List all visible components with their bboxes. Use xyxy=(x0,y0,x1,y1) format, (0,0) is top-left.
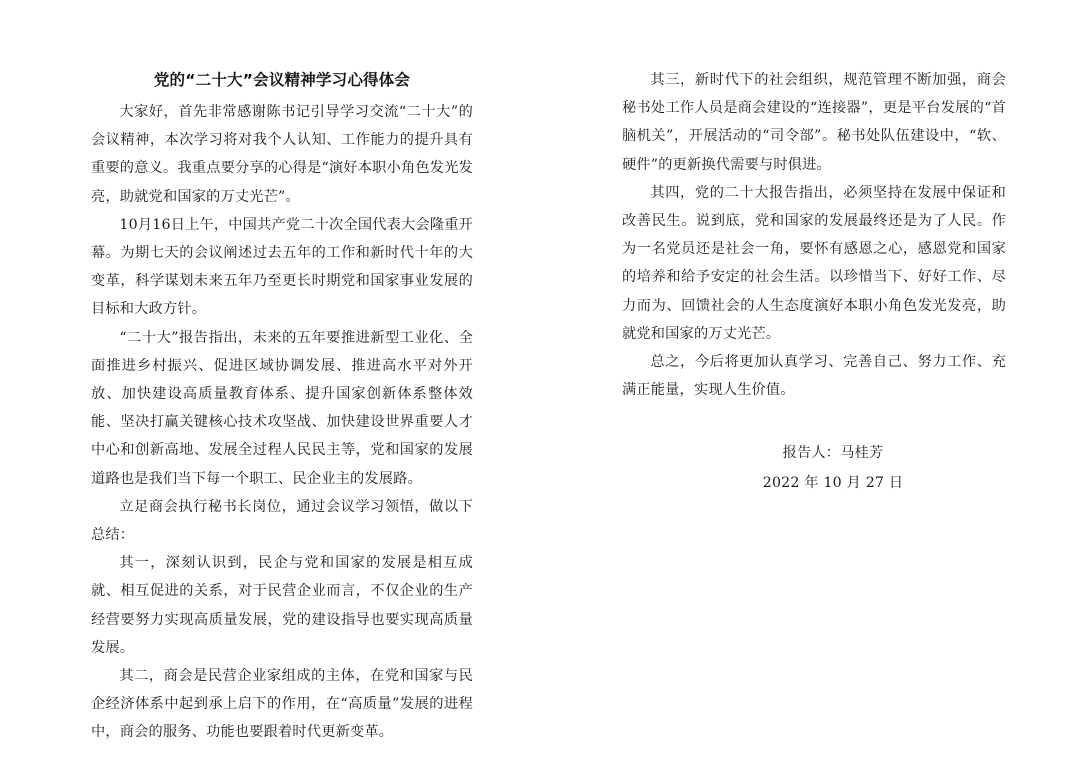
signature-block xyxy=(622,438,1006,498)
paragraph-conclusion: 总之，今后将更加认真学习、完善自己、努力工作、充满正能量，实现人生价值。 xyxy=(622,354,1006,399)
paragraph-point-two: 其二，商会是民营企业家组成的主体，在党和国家与民企经济体系中起到承上启下的作用，在“高质量”发展的进程中，商会的服务、功能也要跟着时代更新变革。 xyxy=(91,668,473,741)
paragraph-point-four: 其四，党的二十大报告指出，必须坚持在发展中保证和改善民生。说到底，党和国家的发展最终还是为了人民。作为一名党员还是社会一角，要怀有感恩之心，感恩党和国家的培养和给予安定的社会生活。以珍惜当下、好好工作、尽力而为、回馈社会的人生态度演好本职小角色发光发亮，助就党和国家的万丈光芒。 xyxy=(622,184,1006,342)
paragraph-point-one: 其一，深刻认识到，民企与党和国家的发展是相互成就、相互促进的关系，对于民营企业而言，不仅企业的生产经营要努力实现高质量发展，党的建设指导也要实现高质量发展。 xyxy=(91,555,473,656)
paragraph-point-three: 其三，新时代下的社会组织，规范管理不断加强，商会秘书处工作人员是商会建设的“连接器”，更是平台发展的“首脑机关”，开展活动的“司令部”。秘书处队伍建设中，“软、硬件”的更新换代需要与时俱进。 xyxy=(622,72,1006,173)
reporter-name: 报告人：马桂芳 xyxy=(782,445,884,462)
paragraph-summary-intro: 立足商会执行秘书长岗位，通过会议学习领悟，做以下总结： xyxy=(91,498,473,544)
paragraph-congress-opening: 10月16日上午，中国共产党二十次全国代表大会隆重开幕。为期七天的会议阐述过去五年的工作和新时代十年的大变革，科学谋划未来五年乃至更长时期党和国家事业发展的目标和大政方针。 xyxy=(91,216,473,318)
left-column xyxy=(91,66,473,747)
report-date: 2022 年 10 月 27 日 xyxy=(762,475,904,492)
paragraph-greeting: 大家好，首先非常感谢陈书记引导学习交流“二十大”的会议精神，本次学习将对我个人认知、工作能力的提升具有重要的意义。我重点要分享的心得是“演好本职小角色发光发亮，助就党和国家的万丈光芒”。 xyxy=(91,104,473,205)
right-column xyxy=(622,66,1006,498)
paragraph-report-points: “二十大”报告指出，未来的五年要推进新型工业化、全面推进乡村振兴、促进区域协调发展、推进高水平对外开放、加快建设高质量教育体系、提升国家创新体系整体效能、坚决打赢关键核心技术攻坚战、加快建设世界重要人才中心和创新高地、发展全过程人民民主等，党和国家的发展道路也是我们当下每一个职工、民企业主的发展路。 xyxy=(91,329,473,487)
document-title: 党的“二十大”会议精神学习心得体会 xyxy=(153,71,411,89)
